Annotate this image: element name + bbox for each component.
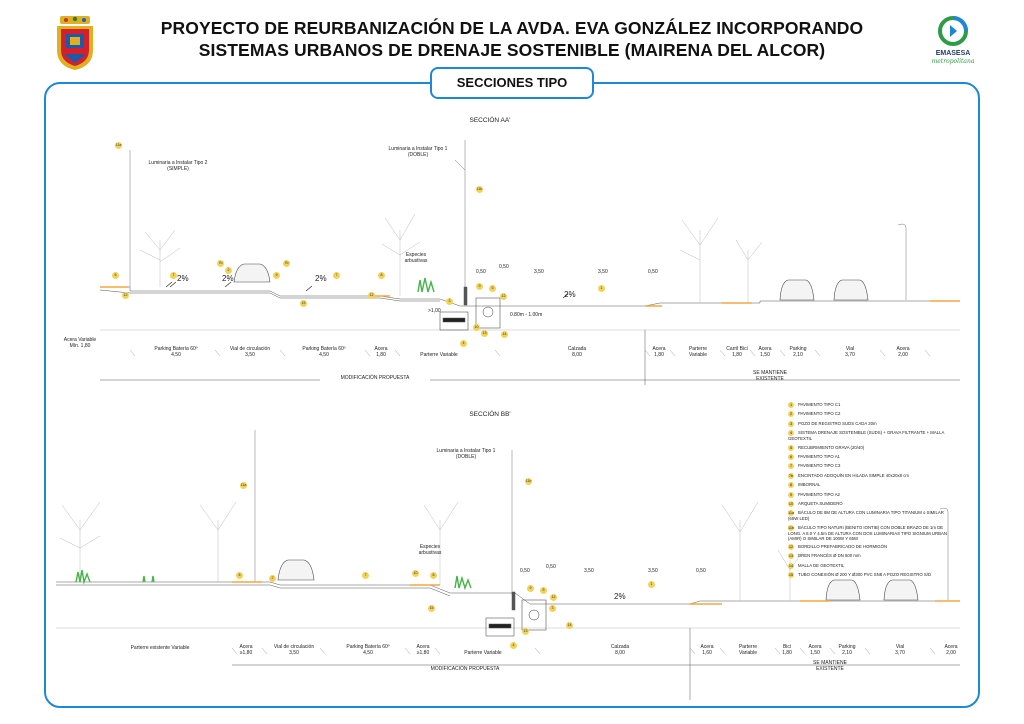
section-bb-slope: 2% bbox=[614, 592, 626, 601]
aa-tag-7: 7 bbox=[170, 272, 177, 279]
section-aa-slope-4: 2% bbox=[564, 290, 576, 299]
aa-tag-7-2: 7 bbox=[333, 272, 340, 279]
section-aa-modificacion: MODIFICACIÓN PROPUESTA bbox=[320, 375, 430, 381]
legend-item-number: 12 bbox=[788, 545, 794, 550]
section-aa-luminaria-doble: Luminaria a Instalar Tipo 1 (DOBLE) bbox=[388, 146, 448, 158]
section-aa-slope-3: 2% bbox=[315, 274, 327, 283]
aa-tag-14: 14 bbox=[502, 332, 507, 336]
section-bb-top-dim-5: 0,50 bbox=[696, 568, 706, 574]
bb-parking: Parking Batería 60º 4,50 bbox=[346, 644, 390, 656]
legend-item bbox=[788, 454, 948, 460]
legend-item-text: PAVIMENTO TIPO C2 bbox=[798, 411, 841, 417]
section-aa-slope-1: 2% bbox=[177, 274, 189, 283]
legend-item-number: 7b bbox=[788, 473, 794, 478]
bb-tag-8: 8 bbox=[430, 572, 437, 579]
aa-tag-11b: 11b bbox=[476, 187, 483, 191]
legend-item-number: 6 bbox=[789, 454, 793, 459]
section-bb-title: SECCIÓN BB' bbox=[469, 411, 511, 418]
legend-item-number: 4 bbox=[789, 431, 793, 436]
bb-acera-2: Acera ≥1,80 bbox=[416, 644, 430, 656]
aa-tag-3: 3 bbox=[446, 298, 453, 305]
legend-item bbox=[788, 445, 948, 451]
section-aa-top-dim-1: 0,50 bbox=[476, 269, 486, 275]
aa-tag-10: 10 bbox=[474, 325, 479, 329]
aa-acera-4: Acera 2,00 bbox=[896, 346, 910, 358]
sections-tab: SECCIONES TIPO bbox=[430, 67, 594, 99]
aa-tag-5: 5 bbox=[489, 285, 496, 292]
section-bb-top-dim-3: 3,50 bbox=[584, 568, 594, 574]
aa-parterre-2: Parterre Variable bbox=[688, 346, 708, 358]
aa-tag-12: 12 bbox=[123, 293, 128, 297]
aa-calzada: Calzada 8,00 bbox=[567, 346, 587, 358]
legend-item-number: 15 bbox=[788, 573, 794, 578]
legend-item-number: 11a bbox=[788, 511, 795, 516]
legend-item bbox=[788, 411, 948, 417]
legend-item-text: PAVIMENTO TIPO C1 bbox=[798, 402, 841, 408]
legend-item bbox=[788, 430, 948, 441]
legend-item bbox=[788, 402, 948, 408]
bb-tag-5: 5 bbox=[540, 587, 547, 594]
legend-item-number: 8 bbox=[789, 483, 793, 488]
bb-tag-12: 12 bbox=[551, 595, 556, 599]
legend-item-text: PAVIMENTO TIPO C3 bbox=[798, 463, 841, 469]
bb-acera-3: Acera 1,60 bbox=[700, 644, 714, 656]
bb-tag-14: 14 bbox=[567, 623, 572, 627]
bb-tag-11a: 11a bbox=[240, 483, 247, 487]
bb-tag-4: 4 bbox=[510, 642, 517, 649]
bb-tag-11b: 11b bbox=[525, 479, 532, 483]
bb-tag-13: 13 bbox=[523, 629, 528, 633]
section-bb-top-dim-2: 0,50 bbox=[546, 564, 556, 570]
bb-vial-2: Vial 3,70 bbox=[895, 644, 905, 656]
section-aa-depth-range: 0.80m - 1.00m bbox=[510, 312, 543, 318]
legend-item-text: BÁCULO TIPO NATURI (BENITO IONTIB) CON DOBLE BRAZO DE 1m DE LONG. A 8.0 Y 4.5m DE ALTURA CON DOS LUMINARIAS TIPO SIGNIUM URBAN (AMIR) O SIMILAR DE 100W Y 65W bbox=[788, 524, 947, 541]
bb-tag-15: 15 bbox=[429, 606, 434, 610]
bb-tag-9: 9 bbox=[527, 585, 534, 592]
legend-item-number: 3 bbox=[789, 421, 793, 426]
section-aa-top-dim-4: 3,50 bbox=[598, 269, 608, 275]
legend-item bbox=[788, 572, 948, 578]
aa-parking-1: Parking Batería 60º 4,50 bbox=[154, 346, 198, 358]
bb-vial: Vial de circulación 3,50 bbox=[273, 644, 315, 656]
bb-bici: Bici 1,80 bbox=[782, 644, 792, 656]
aa-parking-3: Parking 2,10 bbox=[789, 346, 807, 358]
aa-tag-7b-2: 7b bbox=[284, 261, 289, 265]
legend-item bbox=[788, 492, 948, 498]
aa-tag-6: 6 bbox=[112, 272, 119, 279]
aa-tag-12-2: 12 bbox=[369, 293, 374, 297]
legend-item-text: DREN FRANCÉS Ø DN 500 mm bbox=[798, 553, 861, 559]
aa-acera-3: Acera 1,50 bbox=[758, 346, 772, 358]
section-aa-luminaria-simple: Luminaria a Instalar Tipo 2 (SIMPLE) bbox=[148, 160, 208, 172]
aa-tag-15: 15 bbox=[301, 301, 306, 305]
legend-item-text: ENCINTADO ADOQUÍN EN HILADA SIMPLE 40x20x8 cm bbox=[798, 472, 909, 478]
aa-tag-7b: 7b bbox=[218, 261, 223, 265]
aa-tag-9: 9 bbox=[273, 272, 280, 279]
section-bb-top-dim-1: 0,50 bbox=[520, 568, 530, 574]
legend-item-number: 9 bbox=[789, 492, 793, 497]
section-bb-se-mantiene: SE MANTIENE EXISTENTE bbox=[813, 660, 847, 672]
bb-parking-2: Parking 2,10 bbox=[838, 644, 856, 656]
aa-carril-bici: Carril Bici 1,80 bbox=[726, 346, 748, 358]
legend-item-text: SISTEMA DRENAJE SOSTENIBLE (SUDS) + GRAVA FILTRANTE + MALLA GEOTEXTIL bbox=[788, 430, 945, 442]
legend-item bbox=[788, 544, 948, 550]
bb-acera-1: Acera ≥1,80 bbox=[239, 644, 253, 656]
legend-item-text: BÁCULO DE 8M DE ALTURA CON LUMINARIA TIPO TITANIUM o SIMILAR (65W LED) bbox=[788, 510, 944, 522]
aa-acera-1: Acera 1,80 bbox=[374, 346, 388, 358]
legend-item-text: RECUBRIMIENTO GRAVA (20/40) bbox=[798, 444, 865, 450]
legend-item bbox=[788, 553, 948, 559]
bb-calzada: Calzada 8,00 bbox=[610, 644, 630, 656]
section-bb-especies: Especies arbustivas bbox=[418, 544, 442, 556]
section-aa-title: SECCIÓN AA' bbox=[469, 117, 511, 124]
legend-item-number: 14 bbox=[788, 563, 794, 568]
bb-tag-7: 7 bbox=[362, 572, 369, 579]
legend-item-number: 1 bbox=[789, 403, 793, 407]
title-line-2: SISTEMAS URBANOS DE DRENAJE SOSTENIBLE (MAIRENA DEL ALCOR) bbox=[198, 40, 826, 60]
aa-tag-8: 8 bbox=[378, 272, 385, 279]
legend-item-text: IMBORNAL bbox=[798, 482, 821, 488]
legend-item-number: 11b bbox=[788, 525, 795, 530]
aa-tag-2: 2 bbox=[225, 267, 232, 274]
aa-tag-11a: 11a bbox=[115, 143, 122, 147]
emasesa-logo-text: EMASESA bbox=[935, 50, 971, 57]
aa-tag-1: 1 bbox=[598, 285, 605, 292]
aa-parterre-1: Parterre Variable bbox=[420, 352, 458, 358]
legend-item bbox=[788, 501, 948, 507]
legend-item bbox=[788, 421, 948, 427]
legend-item-number: 13 bbox=[788, 554, 794, 559]
legend-item-text: POZO DE REGISTRO SUDS CADA 20m bbox=[798, 420, 877, 426]
title-line-1: PROYECTO DE REURBANIZACIÓN DE LA AVDA. EVA GONZÁLEZ INCORPORANDO bbox=[160, 18, 864, 38]
aa-acera-2: Acera 1,80 bbox=[652, 346, 666, 358]
legend-item bbox=[788, 563, 948, 569]
legend-item-number: 2 bbox=[789, 412, 793, 417]
legend-item bbox=[788, 525, 948, 541]
legend-item-text: PAVIMENTO TIPO A1 bbox=[798, 454, 840, 460]
section-aa-se-mantiene: SE MANTIENE EXISTENTE bbox=[753, 370, 787, 382]
aa-tag-12-3: 12 bbox=[501, 294, 506, 298]
section-aa-top-dim-3: 3,50 bbox=[534, 269, 544, 275]
section-aa-bottom-acera-variable: Acera Variable Mín. 1,80 bbox=[63, 337, 97, 349]
section-bb-luminaria-doble: Luminaria a Instalar Tipo 1 (DOBLE) bbox=[436, 448, 496, 460]
aa-vial: Vial de circulación 3,50 bbox=[229, 346, 271, 358]
legend-item-number: 10 bbox=[788, 501, 794, 506]
bb-tag-6: 6 bbox=[236, 572, 243, 579]
aa-parking-2: Parking Batería 60º 4,50 bbox=[302, 346, 346, 358]
aa-vial-2: Vial 3,70 bbox=[845, 346, 855, 358]
bb-acera-4: Acera 1,50 bbox=[808, 644, 822, 656]
bb-tag-3: 3 bbox=[549, 605, 556, 612]
aa-tag-9-2: 9 bbox=[476, 283, 483, 290]
section-aa-top-dim-5: 0,50 bbox=[648, 269, 658, 275]
section-aa-top-dim-2: 0,50 bbox=[499, 264, 509, 270]
bb-parterre-2: Parterre Variable bbox=[738, 644, 758, 656]
bb-tag-1: 1 bbox=[648, 581, 655, 588]
bb-acera-5: Acera 2,00 bbox=[944, 644, 958, 656]
aa-tag-13: 13 bbox=[482, 331, 487, 335]
emasesa-logo-subtext: metropolitana bbox=[931, 58, 975, 65]
section-bb-top-dim-4: 3,50 bbox=[648, 568, 658, 574]
legend-item-text: BORDILLO PREFABRICADO DE HORMIGÓN bbox=[798, 544, 888, 550]
bb-tag-10: 10 bbox=[413, 571, 418, 575]
legend-item-number: 5 bbox=[789, 445, 793, 450]
section-aa-depth-label: >1,00 bbox=[428, 308, 441, 314]
section-aa-especies: Especies arbustivas bbox=[404, 252, 428, 264]
aa-tag-4: 4 bbox=[460, 340, 467, 347]
legend-item bbox=[788, 473, 948, 479]
legend-item-number: 7 bbox=[789, 464, 793, 469]
legend bbox=[788, 402, 948, 582]
legend-item-text: PAVIMENTO TIPO A2 bbox=[798, 491, 840, 497]
bb-parterre-existente: Parterre existente Variable bbox=[130, 645, 190, 651]
legend-item-text: TUBO CONEXIÓN Ø 200 Y Ø300 PVC SN8 A POZO REGISTRO S/D bbox=[798, 572, 932, 578]
legend-item bbox=[788, 482, 948, 488]
bb-tag-2: 2 bbox=[269, 575, 276, 582]
legend-item-text: ARQUETA SUMIDERO bbox=[798, 501, 843, 507]
section-aa-slope-2: 2% bbox=[222, 274, 234, 283]
legend-item-text: MALLA DE GEOTEXTIL bbox=[798, 563, 845, 568]
section-bb-modificacion: MODIFICACIÓN PROPUESTA bbox=[430, 666, 500, 672]
bb-parterre: Parterre Variable bbox=[464, 650, 502, 656]
legend-item bbox=[788, 463, 948, 469]
legend-item bbox=[788, 510, 948, 521]
